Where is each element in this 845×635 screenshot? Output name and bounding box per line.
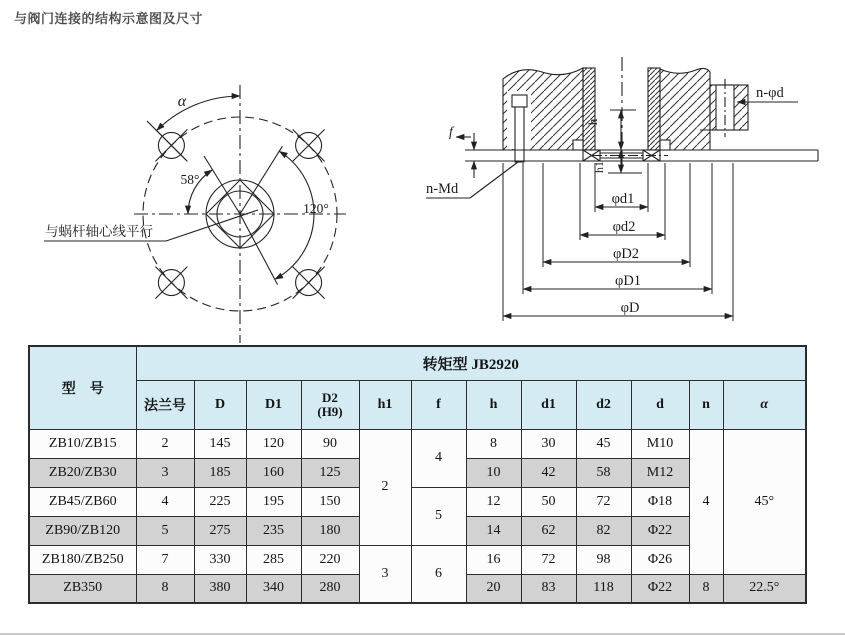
n-md-label: n-Md bbox=[426, 181, 459, 197]
header-D2 bbox=[301, 380, 359, 429]
cell-model: ZB90/ZB120 bbox=[29, 516, 136, 545]
dim-D1-label: φD1 bbox=[614, 273, 642, 289]
page-title: 与阀门连接的结构示意图及尺寸 bbox=[14, 11, 204, 26]
alpha-radial-line bbox=[147, 121, 186, 160]
header-D1: D1 bbox=[246, 380, 301, 429]
cell-h: 10 bbox=[466, 458, 521, 487]
header-h1: h1 bbox=[359, 380, 411, 429]
cell-D1: 340 bbox=[246, 574, 301, 603]
cell-f-merged: 5 bbox=[411, 487, 466, 545]
cell-h: 20 bbox=[466, 574, 521, 603]
cell-flange: 2 bbox=[136, 429, 194, 458]
cell-h1-merged: 2 bbox=[359, 429, 411, 545]
header-model: 型 号 bbox=[29, 346, 136, 429]
cell-d2: 45 bbox=[576, 429, 631, 458]
section-right-wall bbox=[648, 68, 660, 150]
header-f: f bbox=[411, 380, 466, 429]
groove-right bbox=[660, 140, 670, 150]
cell-h: 12 bbox=[466, 487, 521, 516]
cell-d: Φ22 bbox=[631, 516, 689, 545]
dim-d1-label: φd1 bbox=[611, 191, 635, 207]
header-d2: d2 bbox=[576, 380, 631, 429]
cell-d1: 62 bbox=[521, 516, 576, 545]
cell-model: ZB180/ZB250 bbox=[29, 545, 136, 574]
cell-D: 330 bbox=[194, 545, 246, 574]
cell-model: ZB20/ZB30 bbox=[29, 458, 136, 487]
cell-alpha: 22.5° bbox=[723, 574, 806, 603]
dim-d2-label: φd2 bbox=[612, 219, 636, 235]
cell-model: ZB350 bbox=[29, 574, 136, 603]
cell-flange: 4 bbox=[136, 487, 194, 516]
groove-left bbox=[573, 140, 583, 150]
section-right-block bbox=[660, 68, 710, 150]
header-d1: d1 bbox=[521, 380, 576, 429]
cell-h: 16 bbox=[466, 545, 521, 574]
dim-D-label: φD bbox=[620, 300, 640, 316]
cell-flange: 7 bbox=[136, 545, 194, 574]
section-left-wall bbox=[583, 68, 595, 150]
table-row bbox=[29, 429, 806, 458]
cell-d2: 98 bbox=[576, 545, 631, 574]
cell-D: 380 bbox=[194, 574, 246, 603]
cell-f-merged: 6 bbox=[411, 545, 466, 603]
cell-D1: 235 bbox=[246, 516, 301, 545]
cell-d: Φ26 bbox=[631, 545, 689, 574]
cell-d2: 58 bbox=[576, 458, 631, 487]
cell-f-merged: 4 bbox=[411, 429, 466, 487]
n-phi-d-label: n-φd bbox=[756, 85, 784, 101]
header-group-jb2920: 转矩型 JB2920 bbox=[136, 346, 806, 380]
cell-d: M10 bbox=[631, 429, 689, 458]
bolt-hole bbox=[293, 129, 325, 161]
nmd-leader bbox=[470, 162, 518, 198]
worm-axis-label: 与蜗杆轴心线平行 bbox=[45, 224, 153, 239]
cell-d1: 50 bbox=[521, 487, 576, 516]
h1-label: h1 bbox=[592, 161, 606, 173]
flange-section-view-drawing bbox=[400, 55, 845, 345]
cell-h: 8 bbox=[466, 429, 521, 458]
bolt-hole bbox=[155, 267, 187, 299]
cell-h1-merged: 3 bbox=[359, 545, 411, 603]
dimension-table bbox=[28, 345, 807, 604]
cell-model: ZB10/ZB15 bbox=[29, 429, 136, 458]
cell-d: Φ22 bbox=[631, 574, 689, 603]
alpha-label: α bbox=[177, 93, 187, 110]
header-D2-main: D2 bbox=[322, 389, 338, 405]
cell-alpha-merged: 45° bbox=[723, 429, 806, 574]
header-flange: 法兰号 bbox=[136, 380, 194, 429]
cell-D2: 150 bbox=[301, 487, 359, 516]
cell-D2: 280 bbox=[301, 574, 359, 603]
f-label: f bbox=[449, 124, 453, 139]
cell-flange: 3 bbox=[136, 458, 194, 487]
dimension-extension-lines bbox=[503, 163, 733, 321]
stud-shaft bbox=[515, 107, 524, 162]
angle-58-label: 58° bbox=[180, 172, 200, 187]
cell-n-merged: 4 bbox=[689, 429, 723, 574]
cell-flange: 5 bbox=[136, 516, 194, 545]
cell-model: ZB45/ZB60 bbox=[29, 487, 136, 516]
cell-D2: 180 bbox=[301, 516, 359, 545]
cell-D: 275 bbox=[194, 516, 246, 545]
cell-d: M12 bbox=[631, 458, 689, 487]
cell-d1: 83 bbox=[521, 574, 576, 603]
cell-D: 225 bbox=[194, 487, 246, 516]
header-h: h bbox=[466, 380, 521, 429]
angle-120-label: 120° bbox=[303, 201, 329, 216]
cell-n: 8 bbox=[689, 574, 723, 603]
stud-head bbox=[512, 95, 527, 107]
cell-D: 145 bbox=[194, 429, 246, 458]
alpha-arc bbox=[157, 96, 240, 131]
cell-d: Φ18 bbox=[631, 487, 689, 516]
cell-d2: 72 bbox=[576, 487, 631, 516]
header-D2-tolerance: (H9) bbox=[317, 403, 343, 419]
cell-D1: 285 bbox=[246, 545, 301, 574]
header-n: n bbox=[689, 380, 723, 429]
cell-d1: 30 bbox=[521, 429, 576, 458]
cell-D1: 195 bbox=[246, 487, 301, 516]
cell-d2: 118 bbox=[576, 574, 631, 603]
dim-D2-label: φD2 bbox=[612, 246, 640, 262]
header-d: d bbox=[631, 380, 689, 429]
header-alpha: α bbox=[723, 380, 806, 429]
cell-D1: 160 bbox=[246, 458, 301, 487]
cell-D2: 125 bbox=[301, 458, 359, 487]
cell-d1: 42 bbox=[521, 458, 576, 487]
cell-h: 14 bbox=[466, 516, 521, 545]
flange-front-view-drawing bbox=[30, 57, 382, 347]
cell-D2: 90 bbox=[301, 429, 359, 458]
cell-D: 185 bbox=[194, 458, 246, 487]
h-label: h bbox=[585, 118, 600, 126]
cell-d1: 72 bbox=[521, 545, 576, 574]
cell-flange: 8 bbox=[136, 574, 194, 603]
cell-D1: 120 bbox=[246, 429, 301, 458]
bolt-hole bbox=[293, 267, 325, 299]
header-D: D bbox=[194, 380, 246, 429]
cell-d2: 82 bbox=[576, 516, 631, 545]
cell-D2: 220 bbox=[301, 545, 359, 574]
